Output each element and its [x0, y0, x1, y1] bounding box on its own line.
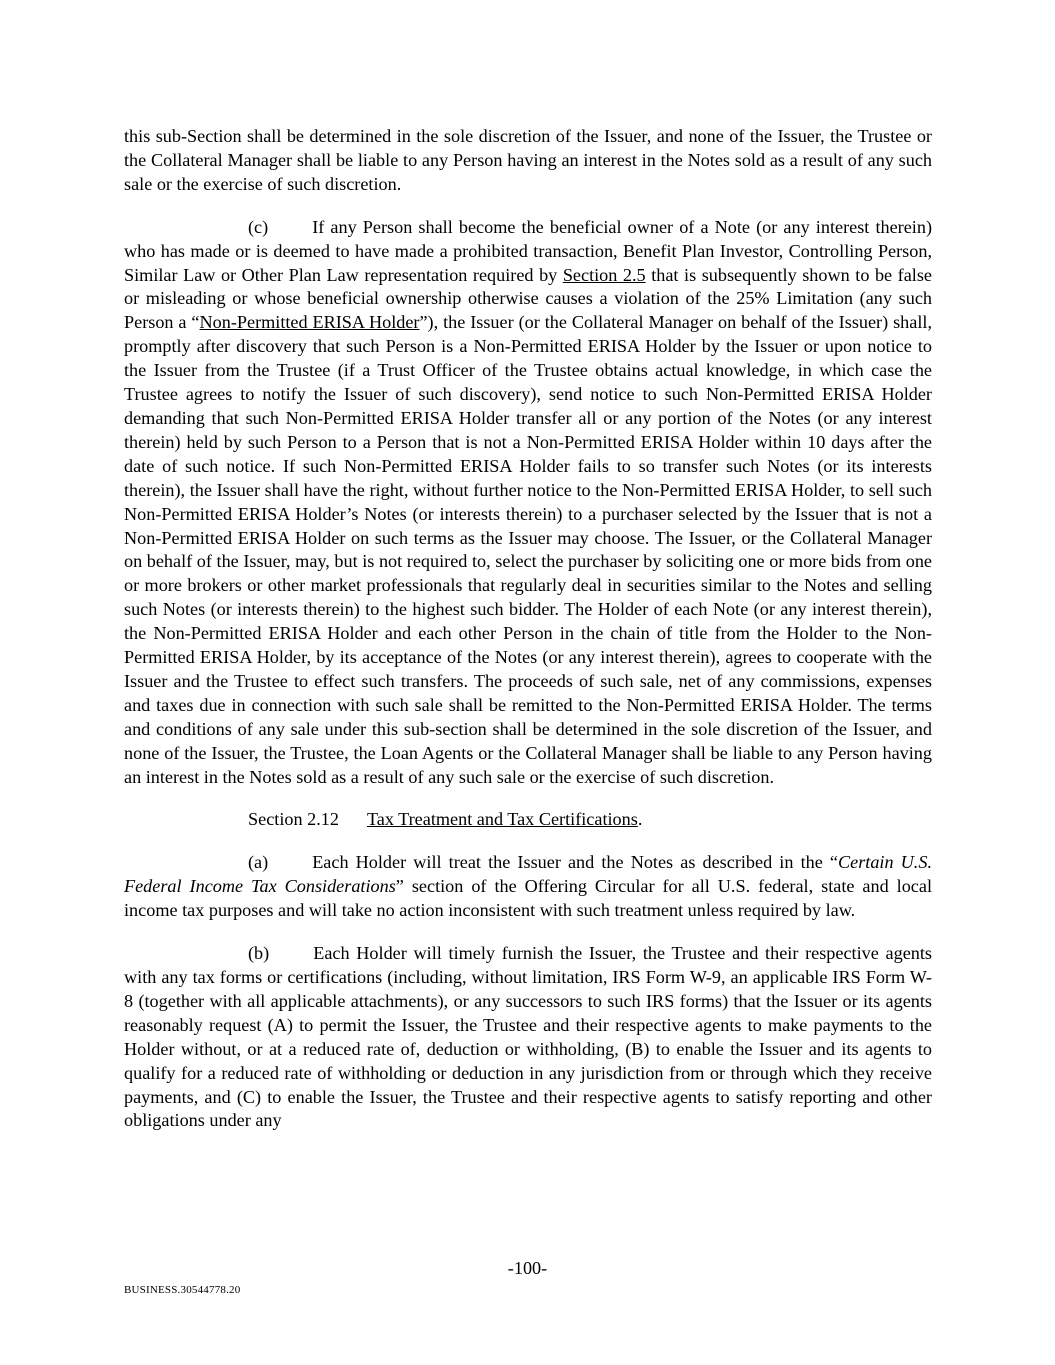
- paragraph-c-text-1: If any Person shall become the beneficial owner of a Note (or any interest therein) who has made or is deemed to have made a prohibited transaction, Benefit Plan Investor, Controlling Person, Similar Law or Other Plan Law representation required by: [124, 216, 932, 285]
- document-body: [124, 125, 932, 1152]
- section-title: Tax Treatment and Tax Certifications: [366, 809, 638, 830]
- defined-term-non-permitted-erisa-holder: Non-Permitted ERISA Holder: [199, 312, 420, 333]
- continuation-text: this sub-Section shall be determined in the sole discretion of the Issuer, and none of the Issuer, the Trustee or the Collateral Manager shall be liable to any Person having an interest in the Notes sold as a result of any such sale or the exercise of such discretion.: [124, 126, 932, 194]
- paragraph-c: [124, 216, 932, 790]
- paragraph-b-label: (b): [248, 943, 270, 964]
- section-title-period: .: [637, 809, 643, 830]
- section-2-5-reference: Section 2.5: [562, 264, 646, 285]
- paragraph-a-text-2: ” section of the Offering Circular for all U.S. federal, state and local income tax purposes and will take no action inconsistent with such treatment unless required by law.: [124, 876, 932, 921]
- document-id: BUSINESS.30544778.20: [124, 1284, 241, 1296]
- paragraph-b-text: Each Holder will timely furnish the Issuer, the Trustee and their respective agents with any tax forms or certifications (including, without limitation, IRS Form W-9, an applicable IRS Form W-8 (together with all applicable attachments), or any successors to such IRS forms) that the Issuer or its agents reasonably request (A) to permit the Issuer, the Trustee and their respective agents to make payments to the Holder without, or at a reduced rate of, deduction or withholding, (B) to enable the Issuer and its agents to qualify for a reduced rate of withholding or deduction in any jurisdiction from or through which they receive payments, and (C) to enable the Issuer, the Trustee and their respective agents to satisfy reporting and other obligations under any: [124, 943, 932, 1131]
- paragraph-c-text-2: that is subsequently shown to be false or misleading or whose beneficial ownership otherwise causes a violation of the 25% Limitation (any such Person a “: [124, 264, 933, 333]
- page-number: -100-: [507, 1258, 548, 1278]
- paragraph-a-label: (a): [248, 852, 269, 873]
- paragraph-c-label: (c): [248, 216, 269, 237]
- paragraph-b: [124, 942, 932, 1133]
- section-heading: [124, 808, 932, 832]
- paragraph-c-text-3: ”), the Issuer (or the Collateral Manager on behalf of the Issuer) shall, promptly after discovery that such Person is a Non-Permitted ERISA Holder by the Issuer or upon notice to the Issuer from the Trustee (if a Trust Officer of the Trustee obtains actual knowledge, in which case the Trustee agrees to notify the Issuer of such discovery), send notice to such Non-Permitted ERISA Holder demanding that such Non-Permitted ERISA Holder transfer all or any portion of the Notes (or any interest therein) held by such Person to a Person that is not a Non-Permitted ERISA Holder within 10 days after the date of such notice. If such Non-Permitted ERISA Holder fails to so transfer such Notes (or its interests therein), the Issuer shall have the right, without further notice to the Non-Permitted ERISA Holder, to sell such Non-Permitted ERISA Holder’s Notes (or interests therein) to a purchaser selected by the Issuer that is not a Non-Permitted ERISA Holder on such terms as the Issuer may choose. The Issuer, or the Collateral Manager on behalf of the Issuer, may, but is not required to, select the purchaser by soliciting one or more bids from one or more brokers or other market professionals that regularly deal in securities similar to the Notes and selling such Notes (or interests therein) to the highest such bidder. The Holder of each Note (or any interest therein), the Non-Permitted ERISA Holder and each other Person in the chain of title from the Holder to the Non-Permitted ERISA Holder, by its acceptance of the Notes (or any interest therein), agrees to cooperate with the Issuer and the Trustee to effect such transfers. The proceeds of such sale, net of any commissions, expenses and taxes due in connection with such sale shall be remitted to the Non-Permitted ERISA Holder. The terms and conditions of any sale under this sub-section shall be determined in the sole discretion of the Issuer, and none of the Issuer, the Trustee, the Loan Agents or the Collateral Manager shall be liable to any Person having an interest in the Notes sold as a result of any such sale or the exercise of such discretion.: [124, 312, 932, 787]
- continuation-paragraph: [124, 125, 932, 197]
- paragraph-a: [124, 851, 932, 923]
- section-number: Section 2.12: [248, 809, 339, 830]
- paragraph-a-text-1: Each Holder will treat the Issuer and the Notes as described in the “: [312, 852, 838, 873]
- paragraph-a-italic-title: Certain U.S. Federal Income Tax Considerations: [124, 852, 932, 897]
